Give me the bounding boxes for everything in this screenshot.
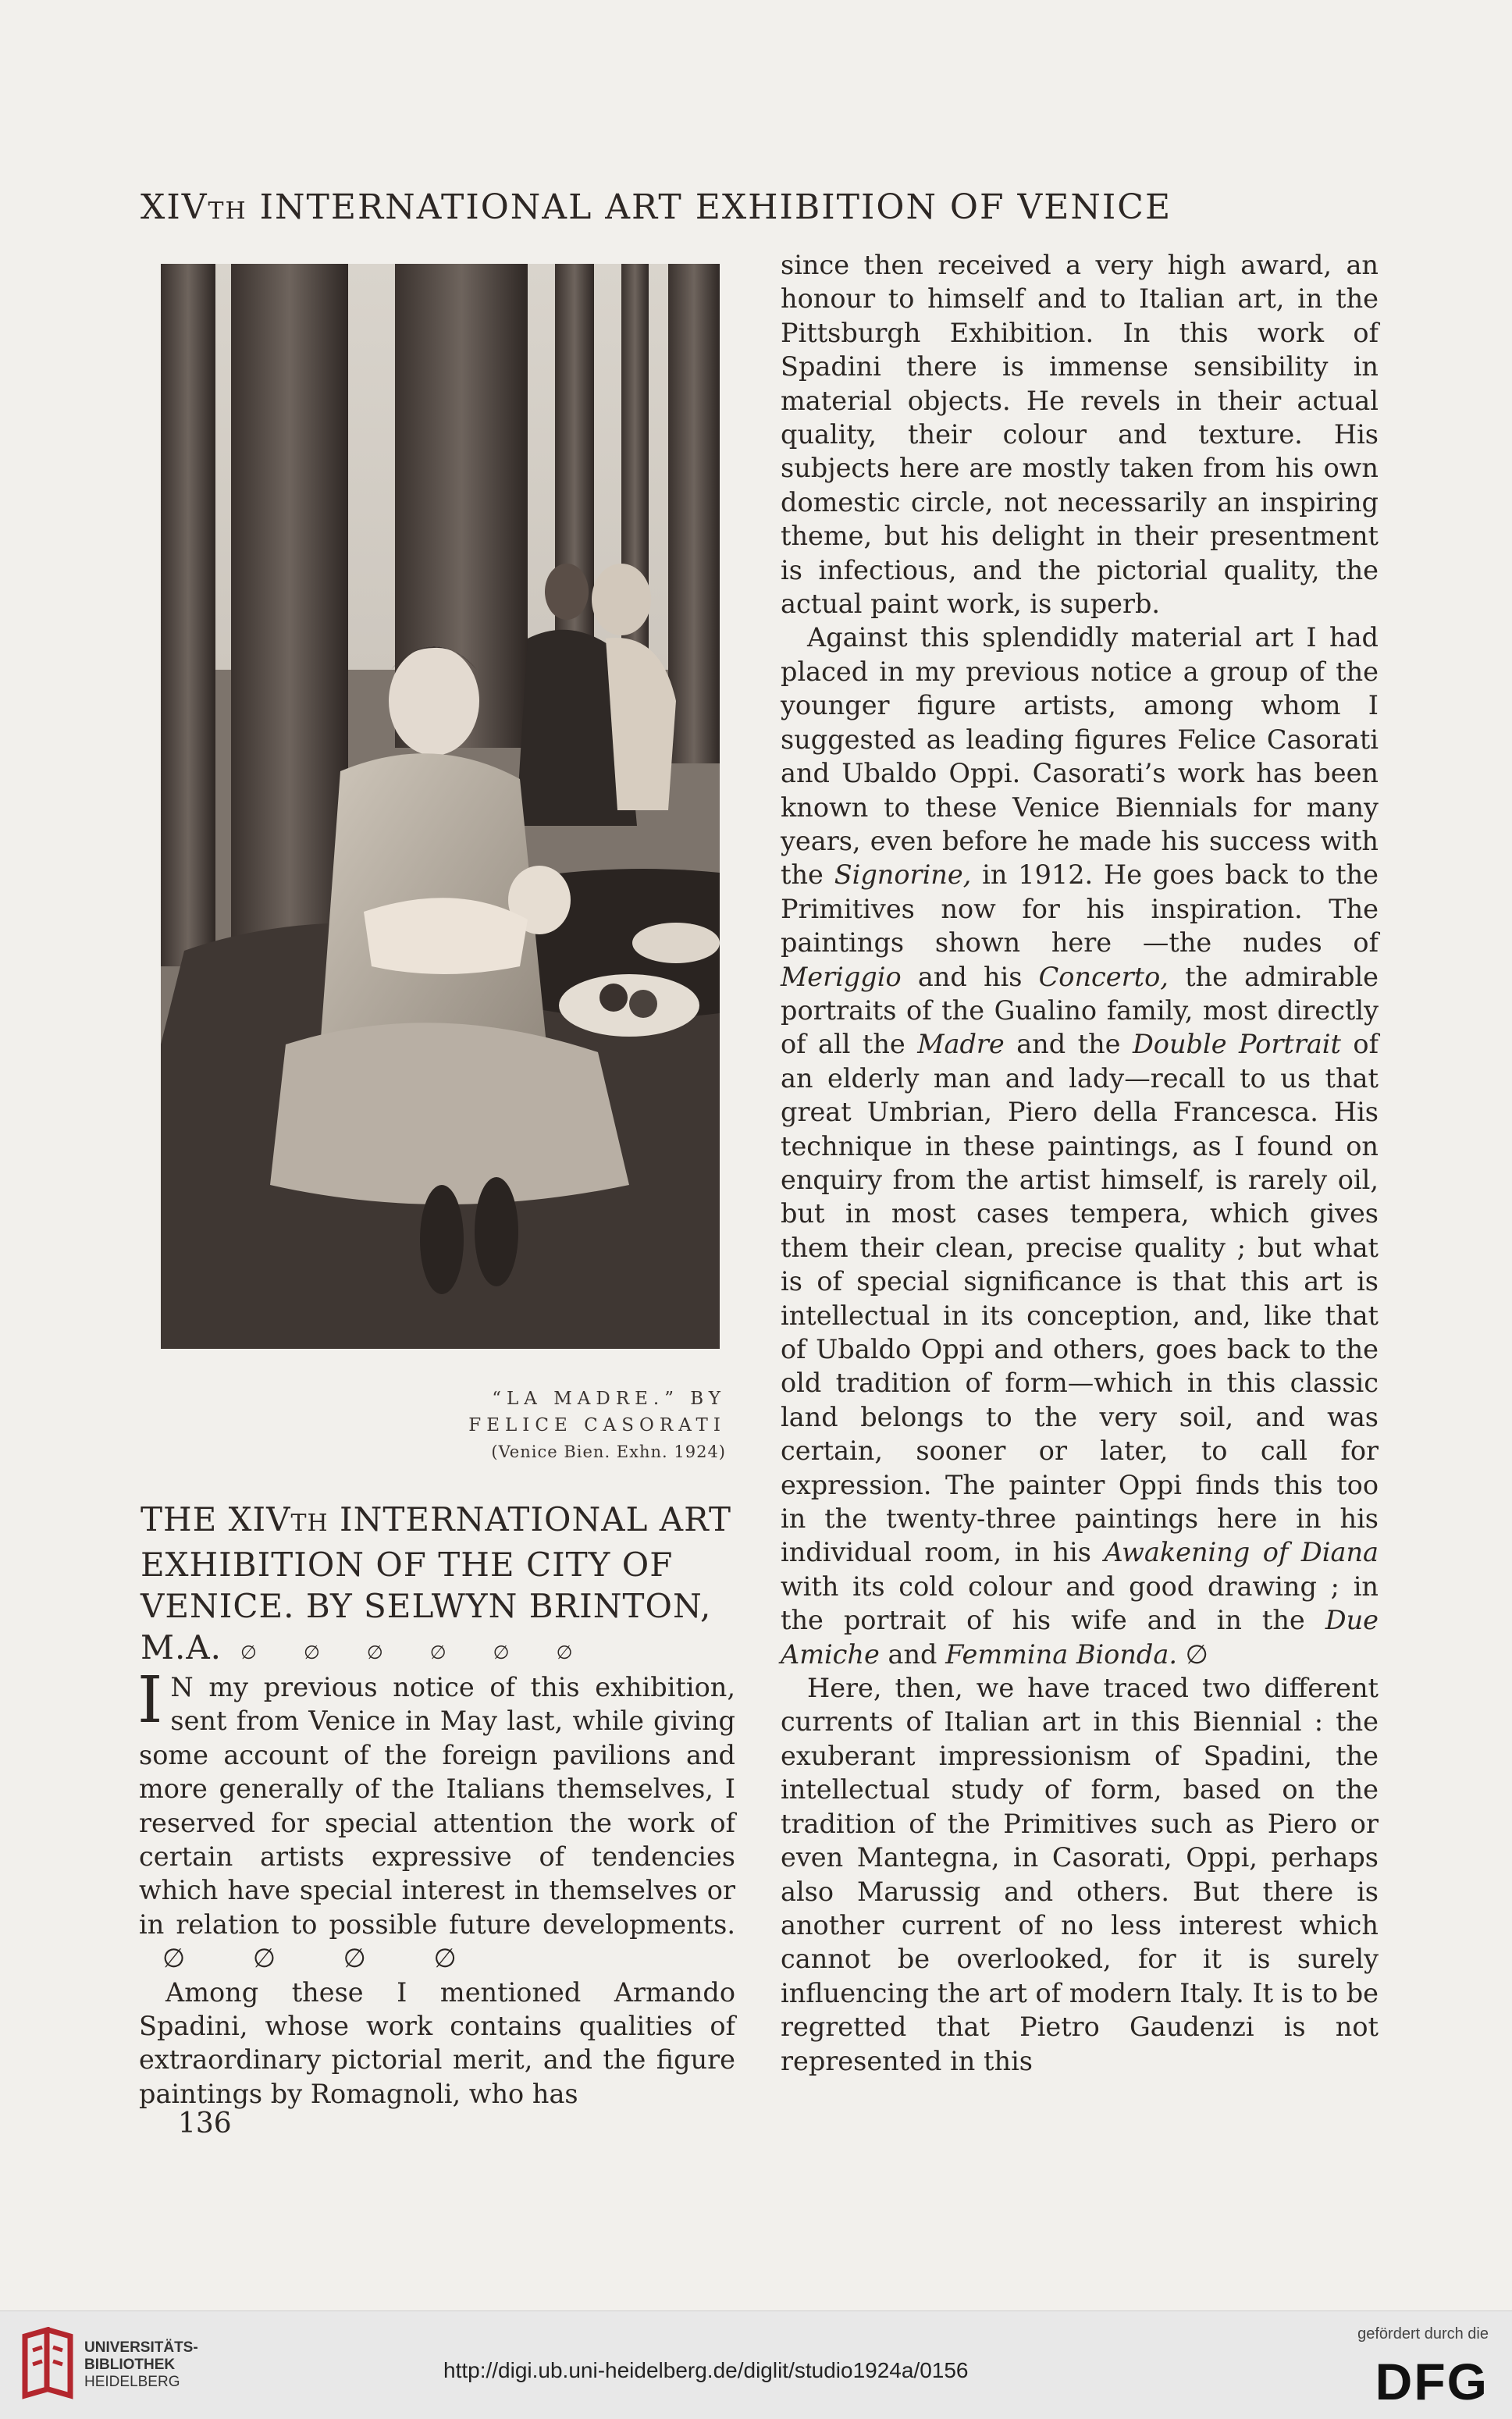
text-run: in 1912. He goes back to the Primitives now for his inspiration. The paintings shown here —the nudes of [781, 859, 1379, 959]
university-library-logo-icon[interactable] [19, 2327, 76, 2405]
work-title: Double Portrait [1132, 1029, 1341, 1060]
running-head-text: XIV [141, 187, 208, 227]
text-run: and his [901, 961, 1039, 992]
funding-label: gefördert durch die [1357, 2325, 1489, 2343]
right-column [781, 248, 1379, 2078]
source-url-link[interactable]: http://digi.ub.uni-heidelberg.de/diglit/studio1924a/0156 [443, 2358, 969, 2382]
left-column [137, 1663, 735, 2111]
text-run: of an elderly man and lady—recall to us that great Umbrian, Piero della Francesca. His technique in these paintings, as I found on enquiry from the artist himself, is rarely oil, but in most cases tempera, which gives them their clean, precise quality ; but what is of special significance is that this art is intellectual in its conception, and, like that of Ubaldo Oppi and others, goes back to the old tradition of form—which in this classic land belongs to the very soil, and was certain, sooner or later, to call for expression. The painter Oppi finds this too in the twenty-three paintings here in his individual room, in his [781, 1029, 1379, 1568]
work-title: Meriggio [781, 961, 902, 992]
library-name-line: BIBLIOTHEK [84, 2357, 176, 2373]
running-head [141, 187, 1421, 227]
digitization-footer [0, 2311, 1512, 2419]
text-run: the admirable portraits of the Gualino family, most directly of all the [781, 961, 1379, 1060]
running-head-title: INTERNATIONAL ART EXHIBITION OF VENICE [247, 187, 1172, 227]
text-run: Against this splendidly material art I had placed in my previous notice a group of the younger figure artists, among whom I suggested as leading figures Felice Casorati and Ubaldo Oppi. Casorati’s work has been known to these Venice Biennials for many years, even before he made his success with the [781, 622, 1379, 891]
page-number: 136 [178, 2108, 232, 2140]
work-title: Concerto, [1038, 961, 1169, 992]
paragraph-text: since then received a very high award, an honour to himself and to Italian art, in the Pittsburgh Exhibition. In this work of Spadini there is immense sensibility in material objects. He revels in their actual quality, their colour and texture. His subjects here are mostly taken from his own domestic circle, not necessarily an inspiring theme, but his delight in their presentment is infectious, and the pictorial quality, the actual paint work, is superb. [781, 250, 1379, 620]
paragraph-text: N my previous notice of this exhibition, sent from Venice in May last, while giving some account of the foreign pavilions and more generally of the Italians themselves, I reserved for special attention the work of certain artists expressive of tendencies which have special interest in themselves or in relation to possible future developments. [139, 1672, 735, 1940]
leaf-ornament-icon: ∅ ∅ ∅ ∅ [162, 1943, 486, 1974]
title-text: THE XIV [141, 1500, 291, 1539]
library-name [84, 2339, 198, 2391]
text-run: and [879, 1638, 946, 1670]
painting-image [161, 264, 720, 1349]
dfg-logo-icon[interactable]: DFG [1375, 2353, 1489, 2410]
work-title: Awakening of Diana [1104, 1537, 1379, 1568]
paragraph [137, 1663, 735, 1976]
painting-plate-la-madre [161, 264, 720, 1349]
library-name-line: UNIVERSITÄTS- [84, 2339, 198, 2356]
paragraph-text: Among these I mentioned Armando Spadini, whose work contains qualities of extraordinary pictorial merit, and the figure paintings by Romagnoli, who has [139, 1976, 735, 2109]
paragraph [781, 621, 1379, 1671]
leaf-ornament-icon: ∅ [1176, 1638, 1208, 1670]
title-suffix: TH [290, 1510, 329, 1537]
paragraph [781, 248, 1379, 621]
paragraph-text: Here, then, we have traced two different currents of Italian art in this Biennial : the exuberant impressionism of Spadini, the intellectual study of form, based on the tradition of the Primitives such as Piero or even Mantegna, in Casorati, Oppi, perhaps also Marussig and others. But there is another current of no less interest which cannot be overlooked, for it is surely influencing the art of modern Italy. It is to be regretted that Pietro Gaudenzi is not represented in this [781, 1673, 1379, 2076]
title-rest: INTERNATIONAL ART EXHIBITION OF THE CITY OF VENICE. BY SELWYN BRINTON, M.A. [141, 1500, 732, 1667]
running-head-suffix: TH [208, 197, 247, 225]
paragraph [139, 1976, 735, 2111]
caption-exhibition: (Venice Bien. Exhn. 1924) [491, 1443, 726, 1461]
work-title: Signorine, [834, 859, 972, 891]
plate-caption [406, 1386, 726, 1465]
text-run: with its cold colour and good drawing ; in the portrait of his wife and in the [781, 1571, 1379, 1636]
article-title [141, 1499, 734, 1674]
drop-cap: I [137, 1663, 163, 1738]
work-title: Due Amiche [781, 1605, 1379, 1670]
caption-artist: FELICE CASORATI [468, 1415, 726, 1435]
leaf-ornament-icon: ∅∅∅∅∅∅ [240, 1642, 620, 1663]
caption-title: “LA MADRE.” BY [492, 1389, 726, 1409]
work-title: Femmina Bionda. [945, 1638, 1177, 1670]
text-run: and the [1004, 1029, 1133, 1060]
work-title: Madre [917, 1029, 1005, 1060]
paragraph [781, 1671, 1379, 2078]
library-name-line: HEIDELBERG [84, 2374, 180, 2390]
